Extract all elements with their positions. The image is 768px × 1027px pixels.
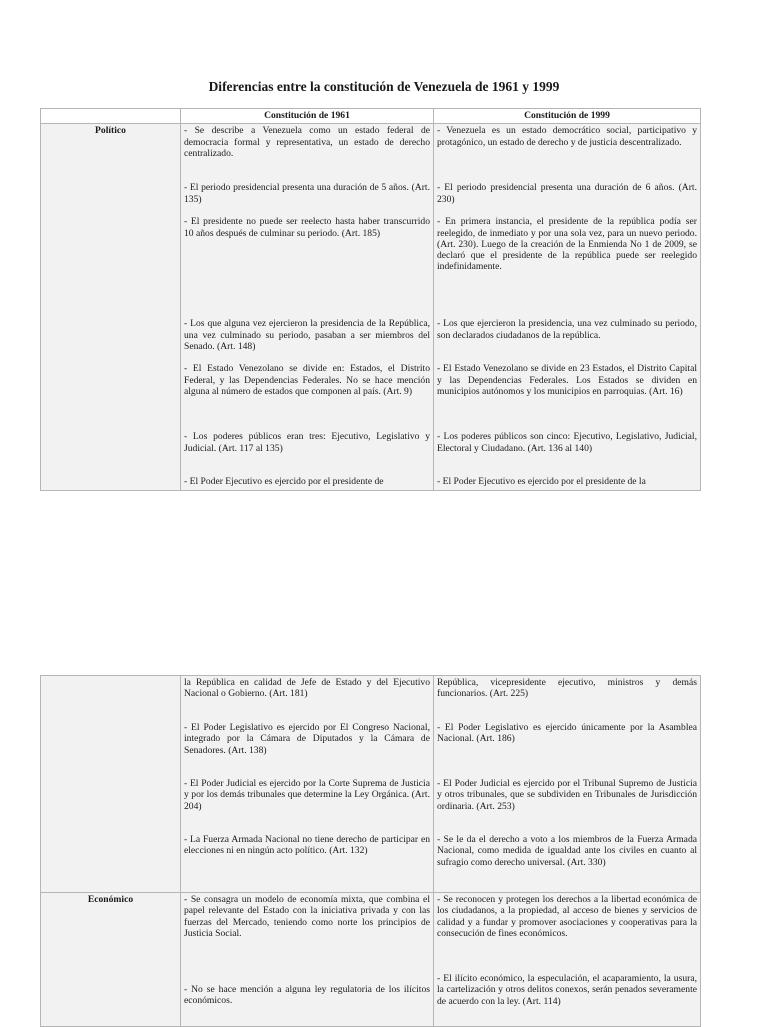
paragraph: - El Poder Judicial es ejercido por el Tribunal Supremo de Justicia y otros tribunales, que se subdividen en Tribunales de Jurisdicción ordinaria. (Art. 253) <box>437 778 697 812</box>
document-title: Diferencias entre la constitución de Venezuela de 1961 y 1999 <box>208 79 560 94</box>
paragraph: - El Poder Legislativo es ejercido únicamente por la Asamblea Nacional. (Art. 186) <box>437 722 697 745</box>
row-label-politico: Político <box>41 124 181 491</box>
cell-economico-1999 <box>434 893 701 1027</box>
document-page-2 <box>0 675 768 1024</box>
paragraph: - No se hace mención a alguna ley regulatoria de los ilícitos económicos. <box>184 984 430 1007</box>
comparison-table <box>40 108 701 491</box>
paragraph: República, vicepresidente ejecutivo, ministros y demás funcionarios. (Art. 225) <box>437 677 697 700</box>
cell-politico-1961 <box>181 124 434 491</box>
paragraph: - El presidente no puede ser reelecto hasta haber transcurrido 10 años después de culminar su periodo. (Art. 185) <box>184 216 430 239</box>
table-header-row <box>41 109 701 124</box>
paragraph: - El periodo presidencial presenta una duración de 5 años. (Art. 135) <box>184 182 430 205</box>
row-label-empty <box>41 676 181 893</box>
paragraph: la República en calidad de Jefe de Estado y del Ejecutivo Nacional o Gobierno. (Art. 181) <box>184 677 430 700</box>
paragraph: - Los que alguna vez ejercieron la presidencia de la República, una vez culminado su periodo, pasaban a ser miembros del Senado. (Art. 148) <box>184 318 430 352</box>
paragraph: - El Poder Legislativo es ejercido por El Congreso Nacional, integrado por la Cámara de Diputados y la Cámara de Senadores. (Art. 138) <box>184 722 430 756</box>
cell-politico-1999-continued <box>434 676 701 893</box>
comparison-table-continued <box>40 675 701 1027</box>
paragraph: - El Estado Venezolano se divide en 23 Estados, el Distrito Capital y las Dependencias Federales. Los Estados se dividen en municipios autónomos y los municipios en parroquias. (Art. 16) <box>437 363 697 397</box>
paragraph: - El ilícito económico, la especulación, el acaparamiento, la usura, la cartelización y otros delitos conexos, serán penados severamente de acuerdo con la ley. (Art. 114) <box>437 973 697 1007</box>
paragraph: - Se consagra un modelo de economía mixta, que combina el papel relevante del Estado con la iniciativa privada y con las fuerzas del Mercado, teniendo como norte los principios de Justicia Social. <box>184 894 430 939</box>
paragraph: - El Poder Ejecutivo es ejercido por el presidente de la <box>437 476 646 488</box>
table-row-economico <box>41 893 701 1027</box>
header-1999: Constitución de 1999 <box>434 109 701 124</box>
paragraph: - Se describe a Venezuela como un estado federal de democracia formal y representativa, un estado de derecho centralizado. <box>184 125 430 159</box>
paragraph: - Los poderes públicos eran tres: Ejecutivo, Legislativo y Judicial. (Art. 117 al 135) <box>184 431 430 454</box>
header-1961: Constitución de 1961 <box>181 109 434 124</box>
paragraph: - El Estado Venezolano se divide en: Estados, el Distrito Federal, y las Dependencias Federales. No se hace mención alguna al número de estados que componen al país. (Art. 9) <box>184 363 430 397</box>
paragraph: - El Poder Judicial es ejercido por la Corte Suprema de Justicia y por los demás tribunales que determine la Ley Orgánica. (Art. 204) <box>184 778 430 812</box>
header-empty-cell <box>41 109 181 124</box>
table-row-politico-continued <box>41 676 701 893</box>
cell-economico-1961 <box>181 893 434 1027</box>
paragraph: - El periodo presidencial presenta una duración de 6 años. (Art. 230) <box>437 182 697 205</box>
paragraph: - Los que ejercieron la presidencia, una vez culminado su periodo, son declarados ciudadanos de la república. <box>437 318 697 341</box>
cell-politico-1961-continued <box>181 676 434 893</box>
paragraph: - La Fuerza Armada Nacional no tiene derecho de participar en elecciones ni en ningún acto político. (Art. 132) <box>184 834 430 857</box>
paragraph: - Se le da el derecho a voto a los miembros de la Fuerza Armada Nacional, como medida de igualdad ante los civiles en cuanto al sufragio como derecho universal. (Art. 330) <box>437 834 697 868</box>
paragraph: - Se reconocen y protegen los derechos a la libertad económica de los ciudadanos, a la propiedad, al acceso de bienes y servicios de calidad y a fundar y promover asociaciones y cooperativas para la consecución de fines económicos. <box>437 894 697 939</box>
paragraph: - Venezuela es un estado democrático social, participativo y protagónico, un estado de derecho y de justicia descentralizado. <box>437 125 697 148</box>
paragraph: - Los poderes públicos son cinco: Ejecutivo, Legislativo, Judicial, Electoral y Ciudadano. (Art. 136 al 140) <box>437 431 697 454</box>
row-label-economico: Económico <box>41 893 181 1027</box>
cell-politico-1999 <box>434 124 701 491</box>
table-row-politico <box>41 124 701 491</box>
paragraph: - El Poder Ejecutivo es ejercido por el presidente de <box>184 476 384 488</box>
paragraph: - En primera instancia, el presidente de la república podía ser reelegido, de inmediato y por una sola vez, para un nuevo periodo. (Art. 230). Luego de la creación de la Enmienda No 1 de 2009, se declaró que el presidente de la república puede ser reelegido indefinidamente. <box>437 216 697 273</box>
